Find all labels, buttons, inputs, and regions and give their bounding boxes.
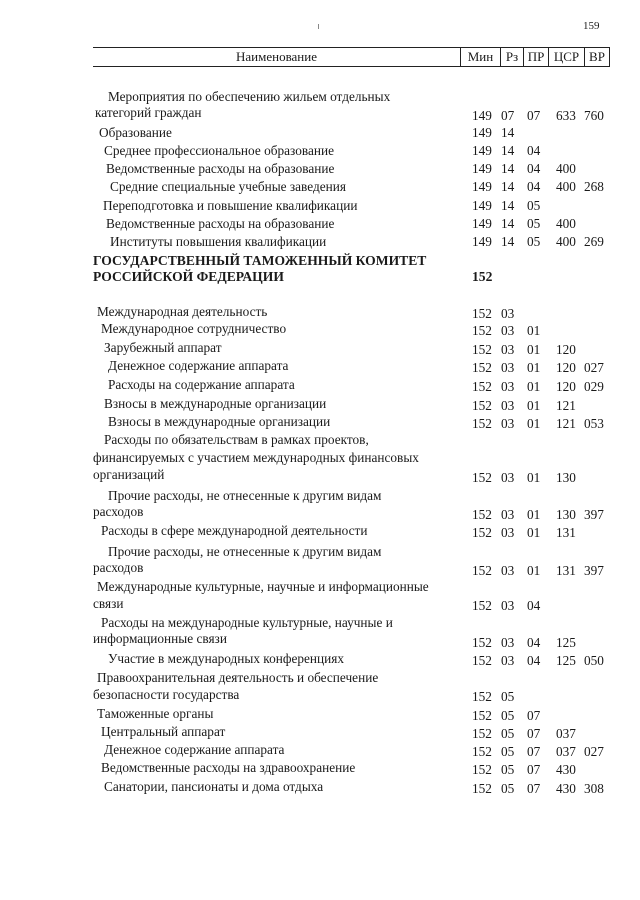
cell-min: 152: [472, 360, 492, 375]
cell-pr: 07: [527, 708, 541, 723]
cell-pr: 07: [527, 744, 541, 759]
cell-pr: 01: [527, 379, 541, 394]
cell-rz: 03: [501, 342, 515, 357]
cell-rz: 03: [501, 398, 515, 413]
cell-rz: 14: [501, 179, 515, 194]
cell-rz: 05: [501, 689, 515, 704]
cell-rz: 14: [501, 143, 515, 158]
cell-min: 152: [472, 416, 492, 431]
cell-pr: 01: [527, 342, 541, 357]
header-rz: Рз: [500, 48, 523, 66]
cell-min: 149: [472, 179, 492, 194]
row-name-line: Средние специальные учебные заведения: [110, 179, 346, 194]
cell-csr: 131: [556, 525, 576, 540]
cell-min: 152: [472, 269, 493, 284]
cell-min: 152: [472, 379, 492, 394]
row-name-line: Расходы на международные культурные, научные и: [101, 615, 393, 630]
row-name-line: Участие в международных конференциях: [108, 651, 345, 666]
cell-vr: 027: [584, 744, 604, 759]
row-name-line: Переподготовка и повышение квалификации: [103, 198, 358, 213]
row-name-line: расходов: [93, 504, 144, 519]
cell-pr: 01: [527, 416, 541, 431]
cell-csr: 400: [556, 216, 576, 231]
header-pr: ПР: [523, 48, 548, 66]
cell-csr: 125: [556, 635, 576, 650]
cell-pr: 07: [527, 762, 541, 777]
cell-pr: 01: [527, 525, 541, 540]
row-name-line: Ведомственные расходы на образование: [106, 216, 335, 231]
row-name-line: безопасности государства: [93, 687, 240, 702]
cell-csr: 633: [556, 108, 576, 123]
cell-csr: 121: [556, 398, 576, 413]
cell-min: 152: [472, 689, 492, 704]
cell-csr: 400: [556, 234, 576, 249]
row-name-line: Мероприятия по обеспечению жильем отдельных: [108, 89, 391, 104]
cell-csr: 121: [556, 416, 576, 431]
cell-csr: 120: [556, 360, 576, 375]
cell-pr: 01: [527, 563, 541, 578]
cell-min: 149: [472, 161, 492, 176]
row-name-line: Международная деятельность: [97, 304, 268, 319]
row-name-line: Институты повышения квалификации: [110, 234, 327, 249]
cell-min: 152: [472, 653, 492, 668]
cell-csr: 400: [556, 161, 576, 176]
cell-rz: 14: [501, 216, 515, 231]
cell-min: 152: [472, 306, 492, 321]
cell-rz: 03: [501, 470, 515, 485]
row-name-line: Ведомственные расходы на здравоохранение: [101, 760, 356, 775]
cell-pr: 07: [527, 781, 541, 796]
cell-csr: 120: [556, 342, 576, 357]
row-name-line: Таможенные органы: [97, 706, 214, 721]
cell-rz: 14: [501, 234, 515, 249]
cell-rz: 03: [501, 360, 515, 375]
cell-pr: 01: [527, 323, 541, 338]
header-min: Мин: [460, 48, 500, 66]
cell-pr: 04: [527, 653, 541, 668]
scan-mark: [318, 24, 319, 29]
row-name-line: Центральный аппарат: [101, 724, 226, 739]
row-name-line: Расходы по обязательствам в рамках проектов,: [104, 432, 369, 447]
cell-rz: 05: [501, 726, 515, 741]
cell-rz: 14: [501, 198, 515, 213]
cell-min: 152: [472, 635, 492, 650]
header-csr: ЦСР: [548, 48, 584, 66]
cell-rz: 03: [501, 525, 515, 540]
cell-rz: 03: [501, 598, 515, 613]
cell-vr: 053: [584, 416, 604, 431]
row-name-line: РОССИЙСКОЙ ФЕДЕРАЦИИ: [93, 269, 284, 284]
cell-min: 152: [472, 726, 492, 741]
cell-min: 149: [472, 216, 492, 231]
row-name-line: Ведомственные расходы на образование: [106, 161, 335, 176]
cell-rz: 07: [501, 108, 515, 123]
cell-rz: 14: [501, 125, 515, 140]
row-name-line: Международные культурные, научные и информационные: [97, 579, 429, 594]
row-name-line: Расходы в сфере международной деятельности: [101, 523, 368, 538]
row-name-line: Среднее профессиональное образование: [104, 143, 334, 158]
cell-pr: 04: [527, 143, 541, 158]
cell-pr: 01: [527, 360, 541, 375]
row-name-line: Взносы в международные организации: [108, 414, 331, 429]
cell-rz: 03: [501, 635, 515, 650]
cell-csr: 037: [556, 726, 576, 741]
cell-rz: 03: [501, 563, 515, 578]
row-name-line: Санатории, пансионаты и дома отдыха: [104, 779, 324, 794]
row-name-line: информационные связи: [93, 631, 227, 646]
cell-pr: 04: [527, 635, 541, 650]
cell-csr: 430: [556, 762, 576, 777]
cell-vr: 029: [584, 379, 604, 394]
cell-pr: 04: [527, 161, 541, 176]
cell-csr: 125: [556, 653, 576, 668]
cell-rz: 03: [501, 379, 515, 394]
cell-rz: 03: [501, 323, 515, 338]
cell-min: 152: [472, 744, 492, 759]
cell-pr: 01: [527, 507, 541, 522]
cell-min: 152: [472, 398, 492, 413]
row-name-line: Международное сотрудничество: [101, 321, 287, 336]
row-name-line: Расходы на содержание аппарата: [108, 377, 295, 392]
row-name-line: Зарубежный аппарат: [104, 340, 222, 355]
table-header: [93, 47, 610, 67]
cell-rz: 05: [501, 708, 515, 723]
cell-pr: 07: [527, 726, 541, 741]
header-name: Наименование: [236, 49, 317, 64]
row-name-line: организаций: [93, 467, 165, 482]
cell-min: 152: [472, 507, 492, 522]
cell-pr: 07: [527, 108, 541, 123]
cell-min: 152: [472, 525, 492, 540]
row-name-line: Прочие расходы, не отнесенные к другим видам: [108, 488, 382, 503]
cell-min: 152: [472, 342, 492, 357]
page-number: 159: [583, 20, 600, 32]
cell-min: 152: [472, 598, 492, 613]
cell-min: 149: [472, 198, 492, 213]
cell-min: 149: [472, 125, 492, 140]
cell-csr: 130: [556, 507, 576, 522]
header-vr: ВР: [584, 48, 610, 66]
row-name-line: расходов: [93, 560, 144, 575]
row-name-line: Прочие расходы, не отнесенные к другим видам: [108, 544, 382, 559]
cell-rz: 05: [501, 744, 515, 759]
cell-csr: 131: [556, 563, 576, 578]
cell-csr: 037: [556, 744, 576, 759]
row-name-line: связи: [93, 596, 124, 611]
cell-min: 152: [472, 762, 492, 777]
cell-min: 152: [472, 563, 492, 578]
cell-rz: 14: [501, 161, 515, 176]
cell-min: 149: [472, 143, 492, 158]
cell-vr: 760: [584, 108, 604, 123]
cell-vr: 268: [584, 179, 604, 194]
cell-csr: 430: [556, 781, 576, 796]
cell-pr: 05: [527, 234, 541, 249]
cell-min: 152: [472, 708, 492, 723]
cell-rz: 03: [501, 306, 515, 321]
row-name-line: финансируемых с участием международных финансовых: [93, 450, 419, 465]
cell-min: 152: [472, 470, 492, 485]
cell-rz: 05: [501, 762, 515, 777]
cell-pr: 01: [527, 398, 541, 413]
cell-min: 149: [472, 108, 492, 123]
row-name-line: Правоохранительная деятельность и обеспечение: [97, 670, 379, 685]
cell-pr: 04: [527, 598, 541, 613]
row-name-line: ГОСУДАРСТВЕННЫЙ ТАМОЖЕННЫЙ КОМИТЕТ: [93, 253, 427, 268]
cell-pr: 05: [527, 216, 541, 231]
cell-pr: 01: [527, 470, 541, 485]
cell-vr: 308: [584, 781, 604, 796]
cell-vr: 269: [584, 234, 604, 249]
cell-csr: 130: [556, 470, 576, 485]
cell-vr: 397: [584, 563, 604, 578]
row-name-line: Денежное содержание аппарата: [104, 742, 285, 757]
cell-rz: 05: [501, 781, 515, 796]
cell-rz: 03: [501, 507, 515, 522]
cell-pr: 04: [527, 179, 541, 194]
cell-pr: 05: [527, 198, 541, 213]
row-name-line: Взносы в международные организации: [104, 396, 327, 411]
cell-rz: 03: [501, 416, 515, 431]
cell-vr: 027: [584, 360, 604, 375]
cell-vr: 397: [584, 507, 604, 522]
cell-vr: 050: [584, 653, 604, 668]
cell-csr: 120: [556, 379, 576, 394]
cell-min: 152: [472, 781, 492, 796]
cell-min: 152: [472, 323, 492, 338]
cell-min: 149: [472, 234, 492, 249]
cell-csr: 400: [556, 179, 576, 194]
row-name-line: Образование: [99, 125, 172, 140]
row-name-line: Денежное содержание аппарата: [108, 358, 289, 373]
row-name-line: категорий граждан: [95, 105, 202, 120]
cell-rz: 03: [501, 653, 515, 668]
